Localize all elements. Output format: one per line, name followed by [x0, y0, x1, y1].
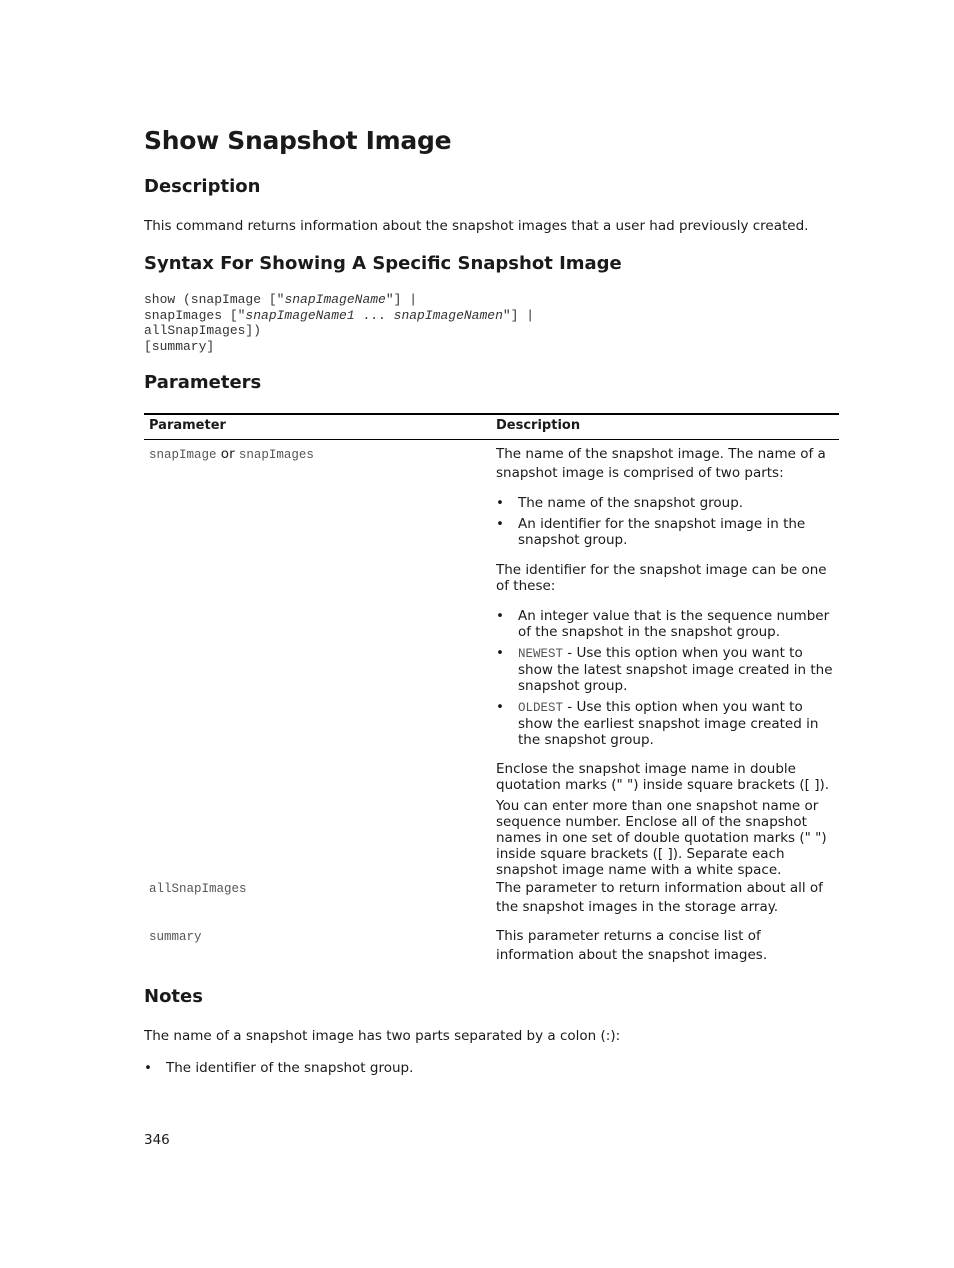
param-snapimage: snapImage or snapImages — [149, 446, 314, 462]
parameters-table — [144, 413, 839, 963]
list-item: • The name of the snapshot group. — [496, 495, 838, 511]
param-snapimage-description — [496, 445, 838, 878]
syntax-line-3: allSnapImages]) — [144, 323, 262, 338]
description-heading: Description — [144, 176, 261, 197]
list-item: • The identifier of the snapshot group. — [144, 1059, 413, 1077]
syntax-code-block — [144, 292, 534, 354]
param-allsnapimages: allSnapImages — [149, 882, 247, 896]
param-summary: summary — [149, 930, 202, 944]
syntax-line-1: show (snapImage ["snapImageName"] | — [144, 292, 418, 307]
table-header — [144, 415, 839, 440]
column-header-description: Description — [496, 418, 581, 433]
table-paragraph: Enclose the snapshot image name in double quotation marks (" ") inside square brackets ([ ]). — [496, 761, 830, 793]
list-item: • An identifier for the snapshot image in the snapshot group. — [496, 516, 838, 548]
notes-text: The name of a snapshot image has two parts separated by a colon (:): — [144, 1028, 621, 1044]
table-paragraph: The identifier for the snapshot image can be one of these: — [496, 562, 827, 594]
page-number: 346 — [144, 1132, 170, 1148]
column-header-parameter: Parameter — [149, 418, 226, 433]
syntax-heading: Syntax For Showing A Specific Snapshot Image — [144, 253, 622, 274]
param-allsnapimages-description: The parameter to return information about all of the snapshot images in the storage array. — [496, 880, 823, 915]
syntax-line-2: snapImages ["snapImageName1 ... snapImageNamen"] | — [144, 307, 535, 323]
syntax-line-4: [summary] — [144, 338, 215, 354]
bullet-list — [496, 608, 838, 748]
list-item: • OLDEST - Use this option when you want to show the earliest snapshot image created in the snapshot group. — [496, 699, 838, 748]
param-summary-description: This parameter returns a concise list of information about the snapshot images. — [496, 928, 768, 963]
table-paragraph: The name of the snapshot image. The name of a snapshot image is comprised of two parts: — [496, 446, 826, 481]
notes-bullet-list — [144, 1059, 413, 1077]
bullet-list — [496, 495, 838, 548]
page-title: Show Snapshot Image — [144, 126, 452, 155]
list-item: • An integer value that is the sequence number of the snapshot in the snapshot group. — [496, 608, 838, 640]
notes-heading: Notes — [144, 986, 203, 1007]
description-text: This command returns information about the snapshot images that a user had previously created. — [144, 218, 809, 234]
table-paragraph: You can enter more than one snapshot name or sequence number. Enclose all of the snapshot names in one set of double quotation marks (" ") inside square brackets ([ ]). Separate each snapshot image name with a white space. — [496, 798, 827, 878]
parameters-heading: Parameters — [144, 372, 262, 393]
list-item: • NEWEST - Use this option when you want to show the latest snapshot image created in the snapshot group. — [496, 645, 838, 694]
